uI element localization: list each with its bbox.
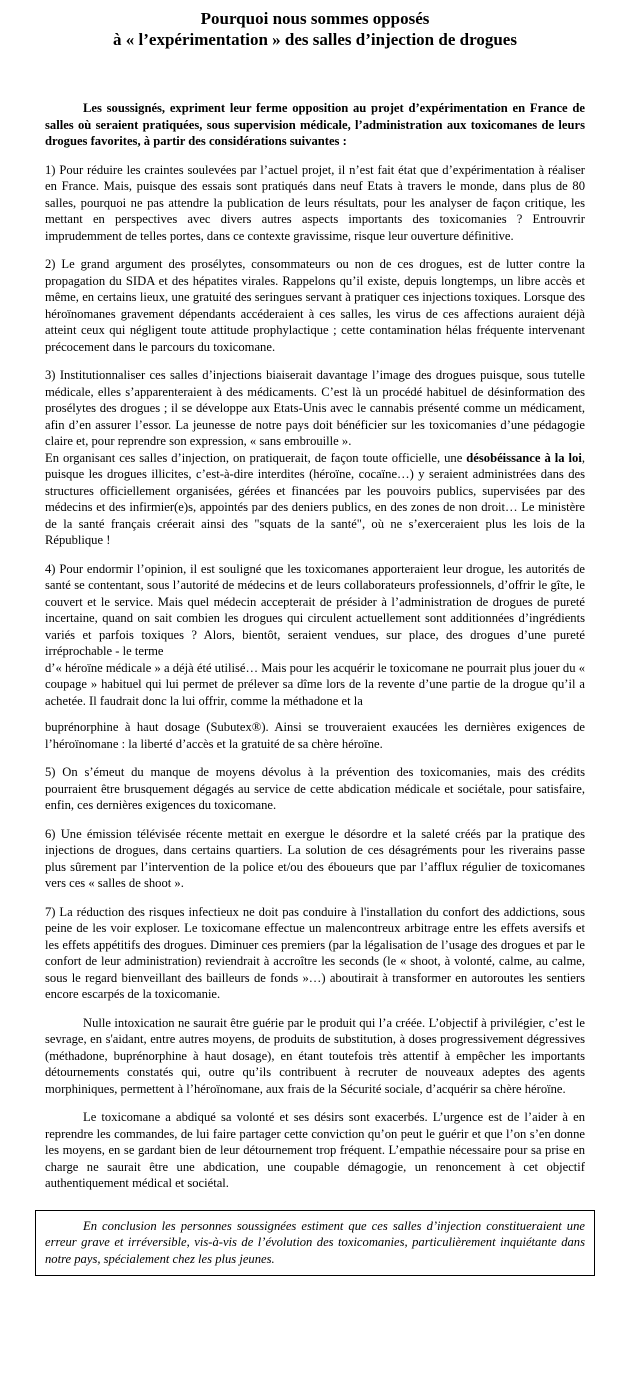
conclusion-paragraph: En conclusion les personnes soussignées estiment que ces salles d’injection constitueraient une erreur grave et irréversible, vis-à-vis de l’évolution des toxicomanies, particulièrement inquiétante dans notre pays, spécialement chez les plus jeunes. — [45, 1218, 585, 1266]
paragraph-3b-bold-phrase: désobéissance à la loi — [466, 450, 582, 465]
paragraph-3-continuation — [45, 450, 585, 549]
paragraph-2: 2) Le grand argument des prosélytes, consommateurs ou non de ces drogues, est de lutter contre la propagation du SIDA et des hépatites virales. Rappelons qu’il existe, depuis longtemps, un libre accès et même, en certains lieux, une gratuité des seringues servant à pratiquer ces injections toxiques. Lorsque des héroïnomanes gravement dépendants accéderaient à ces salles, les virus de ces affections auraient déjà atteint ceux qui négligent toute attitude prophylactique ; cette contamination hélas fréquente intervenant précocement dans le parcours du toxicomane. — [45, 257, 585, 354]
paragraph-1: 1) Pour réduire les craintes soulevées par l’actuel projet, il n’est fait état que d’expérimentation à réaliser en France. Mais, puisque des essais sont pratiqués dans neuf Etats à travers le monde, dans plus de 80 salles, pourquoi ne pas attendre la publication de leurs résultats, pour les analyser de façon critique, les mettant en perspectives avec divers autres aspects importants des toxicomanies ? Entrouvrir imprudemment de telles portes, dans ce contexte gravissime, risque leur ouverture définitive. — [45, 162, 585, 243]
paragraph-7: 7) La réduction des risques infectieux ne doit pas conduire à l'installation du confort des addictions, sous peine de les voir exploser. Le toxicomane effectue un malencontreux arbitrage entre les effets aversifs et les effets appétitifs des drogues. Diminuer ces premiers (par la légalisation de l’usage des drogues et par le confort de leur administration) reviendrait à accroître les seconds (le « shoot, à volonté, calme, au calme, sous le regard bienveillant des bailleurs de fonds »…) aboutirait à transformer en autoroutes les sentiers encore escarpés de la toxicomanie. — [45, 904, 585, 1001]
page-title-line-2: à « l’expérimentation » des salles d’injection de drogues — [113, 30, 517, 49]
paragraph-3b-text: En organisant ces salles d’injection, on pratiquerait, de façon toute officielle, une — [45, 450, 467, 465]
paragraph-9: Le toxicomane a abdiqué sa volonté et ses désirs sont exacerbés. L’urgence est de l’aider à en reprendre les commandes, de lui faire partager cette conviction qu’on peut le guérir et que l’on s’en donne les moyens, en se gardant bien de leur détournement trop fréquent. L’empathie nécessaire pour sa prise en charge ne saurait être une abdication, une coupable démagogie, un renoncement à cet objectif authentiquement médical et sociétal. — [45, 1110, 585, 1190]
paragraph-4-end: buprénorphine à haut dosage (Subutex®). Ainsi se trouveraient exaucées les dernières exigences de l’héroïnomane : la liberté d’accès et la gratuité de sa chère héroïne. — [45, 720, 585, 751]
paragraph-6: 6) Une émission télévisée récente mettait en exergue le désordre et la saleté créés par la pratique des injections de drogues, dans certains quartiers. La solution de ces désagréments pour les riverains passe plus sûrement par l’intervention de la police et/ou des éboueurs que par l’afflux régulier de toxicomanes vers ces « salles de shoot ». — [45, 826, 585, 890]
paragraph-4-continuation: d’« héroïne médicale » a déjà été utilisé… Mais pour les acquérir le toxicomane ne pourrait plus jouer du « coupage » habituel qui lui permet de prélever sa dîme lors de la revente d’une partie de la drogue qu’il a achetée. Il faudrait donc la lui offrir, comme la méthadone et la — [45, 660, 585, 708]
page-title-line-1: Pourquoi nous sommes opposés — [200, 9, 430, 28]
paragraph-5: 5) On s’émeut du manque de moyens dévolus à la prévention des toxicomanies, mais des crédits pourraient être brusquement dégagés au service de cette abdication médicale et sociétale, pour satisfaire, enfin, ces dernières exigences du toxicomane. — [45, 765, 585, 812]
paragraph-4: 4) Pour endormir l’opinion, il est souligné que les toxicomanes apporteraient leur drogue, les autorités de santé se contentant, sous l’autorité de médecins et de leurs collaborateurs professionnels, d’offrir le gîte, le couvert et le service. Mais quel médecin accepterait de présider à l’administration de drogues de pureté incertaine, quand on sait combien les drogues qui circulent actuellement sont additionnées d’ingrédients variés et parfois toxiques ? Alors, bientôt, seraient vendues, sur place, des drogues d’une pureté irréprochable - le terme — [45, 561, 585, 658]
page-title — [45, 8, 585, 50]
conclusion-box — [35, 1210, 595, 1277]
paragraph-3b-text-cont: , puisque les drogues illicites, c’est-à-dire interdites (héroïne, cocaïne…) y seraient administrées dans des structures officiellement organisées, gérées et financées par les pouvoirs publics, supervisées par des médecins et des infirmier(e)s, appointés par des deniers publics, en des zones de non droit… Le ministère de la santé français créerait ainsi des "squats de la santé", où ne s’exerceraient plus les lois de la République ! — [45, 450, 585, 547]
paragraph-8: Nulle intoxication ne saurait être guérie par le produit qui l’a créée. L’objectif à privilégier, c’est le sevrage, en s'aidant, entre autres moyens, de produits de substitution, à doses progressivement dégressives (méthadone, buprénorphine à haut dosage), en étant toutefois très attentif à empêcher les importants détournements constatés qui, outre qu’ils contribuent à recruter de nouveaux adeptes des agents morphiniques, permettent à l’héroïnomane, aux frais de la Sécurité sociale, d’acquérir sa chère héroïne. — [45, 1015, 585, 1096]
paragraph-3: 3) Institutionnaliser ces salles d’injections biaiserait davantage l’image des drogues puisque, sous tutelle médicale, elles s’apparenteraient à des médicaments. C’est là un procédé habituel de désinformation des prosélytes des drogues ; il se développe aux Etats-Unis avec le cannabis présenté comme un médicament, afin d’en assurer l’essor. La jeunesse de notre pays doit bénéficier sur les toxicomanies d’une pédagogie claire et, pour reprendre son expression, « sans embrouille ». — [45, 368, 585, 448]
intro-paragraph: Les soussignés, expriment leur ferme opposition au projet d’expérimentation en France de salles où seraient pratiquées, sous supervision médicale, l’administration aux toxicomanes de leurs drogues favorites, à partir des considérations suivantes : — [45, 101, 585, 148]
